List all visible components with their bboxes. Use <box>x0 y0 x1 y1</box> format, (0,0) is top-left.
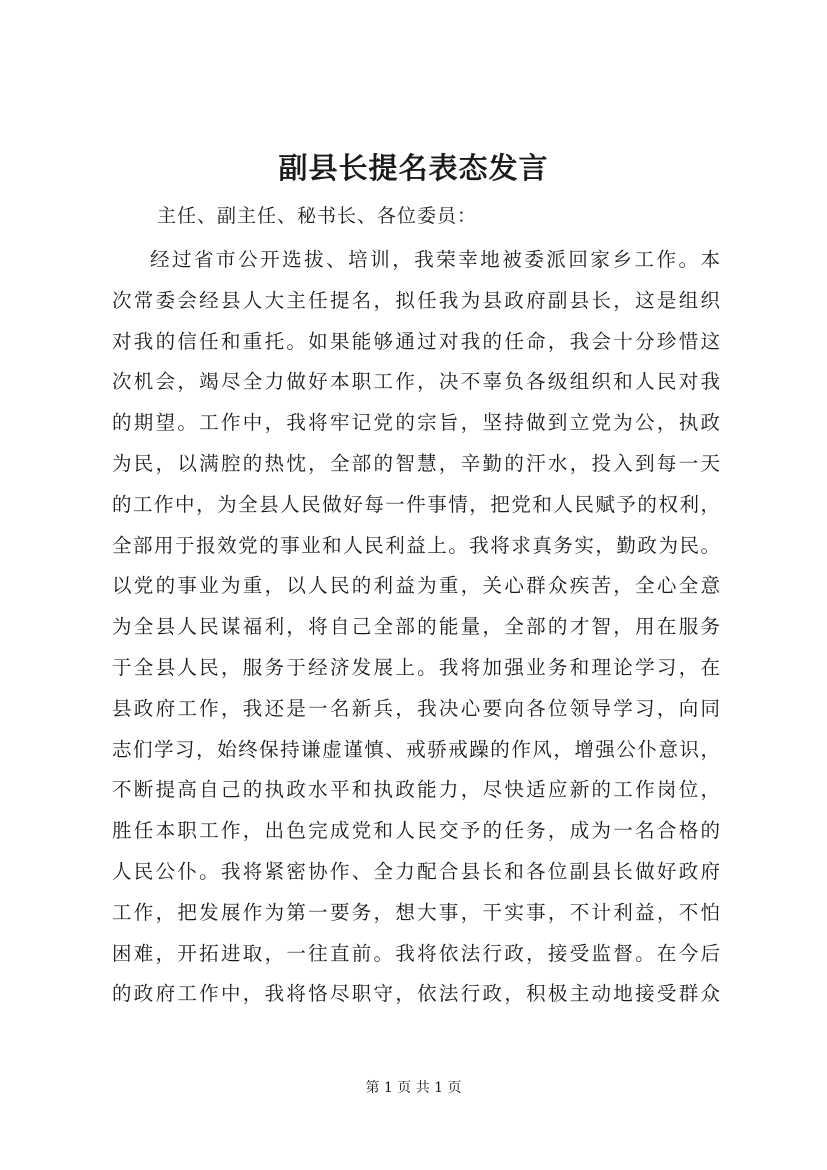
body-paragraph <box>112 240 720 1015</box>
text-line: 工作，把发展作为第一要务，想大事，干实事，不计利益，不怕 <box>112 900 720 924</box>
text-line: 对我的信任和重托。如果能够通过对我的任命，我会十分珍惜这 <box>112 329 720 353</box>
text-line: 以党的事业为重，以人民的利益为重，关心群众疾苦，全心全意 <box>112 574 720 598</box>
text-line: 人民公仆。我将紧密协作、全力配合县长和各位副县长做好政府 <box>112 859 720 883</box>
text-line: 困难，开拓进取，一往直前。我将依法行政，接受监督。在今后 <box>112 941 720 965</box>
text-line: 的期望。工作中，我将牢记党的宗旨，坚持做到立党为公，执政 <box>112 411 720 435</box>
document-title: 副县长提名表态发言 <box>278 151 549 185</box>
text-line: 胜任本职工作，出色完成党和人民交予的任务，成为一名合格的 <box>112 819 720 843</box>
text-line: 县政府工作，我还是一名新兵，我决心要向各位领导学习，向同 <box>112 696 720 720</box>
text-line: 为民，以满腔的热忱，全部的智慧，辛勤的汗水，投入到每一天 <box>112 451 720 475</box>
salutation: 主任、副主任、秘书长、各位委员： <box>157 205 478 227</box>
text-line: 经过省市公开选拔、培训，我荣幸地被委派回家乡工作。本 <box>150 248 720 271</box>
text-line: 的政府工作中，我将恪尽职守，依法行政，积极主动地接受群众 <box>112 982 720 1006</box>
text-line: 不断提高自己的执政水平和执政能力，尽快适应新的工作岗位， <box>112 778 720 802</box>
text-line: 次机会，竭尽全力做好本职工作，决不辜负各级组织和人民对我 <box>112 370 720 394</box>
text-line: 志们学习，始终保持谦虚谨慎、戒骄戒躁的作风，增强公仆意识， <box>112 737 720 761</box>
text-line: 全部用于报效党的事业和人民利益上。我将求真务实，勤政为民。 <box>112 533 720 557</box>
text-line: 次常委会经县人大主任提名，拟任我为县政府副县长，这是组织 <box>112 288 720 312</box>
text-line: 于全县人民，服务于经济发展上。我将加强业务和理论学习，在 <box>112 655 720 679</box>
text-line: 为全县人民谋福利，将自己全部的能量，全部的才智，用在服务 <box>112 615 720 639</box>
text-line: 的工作中，为全县人民做好每一件事情，把党和人民赋予的权利， <box>112 492 720 516</box>
page-number-footer: 第 1 页 共 1 页 <box>365 1080 462 1096</box>
